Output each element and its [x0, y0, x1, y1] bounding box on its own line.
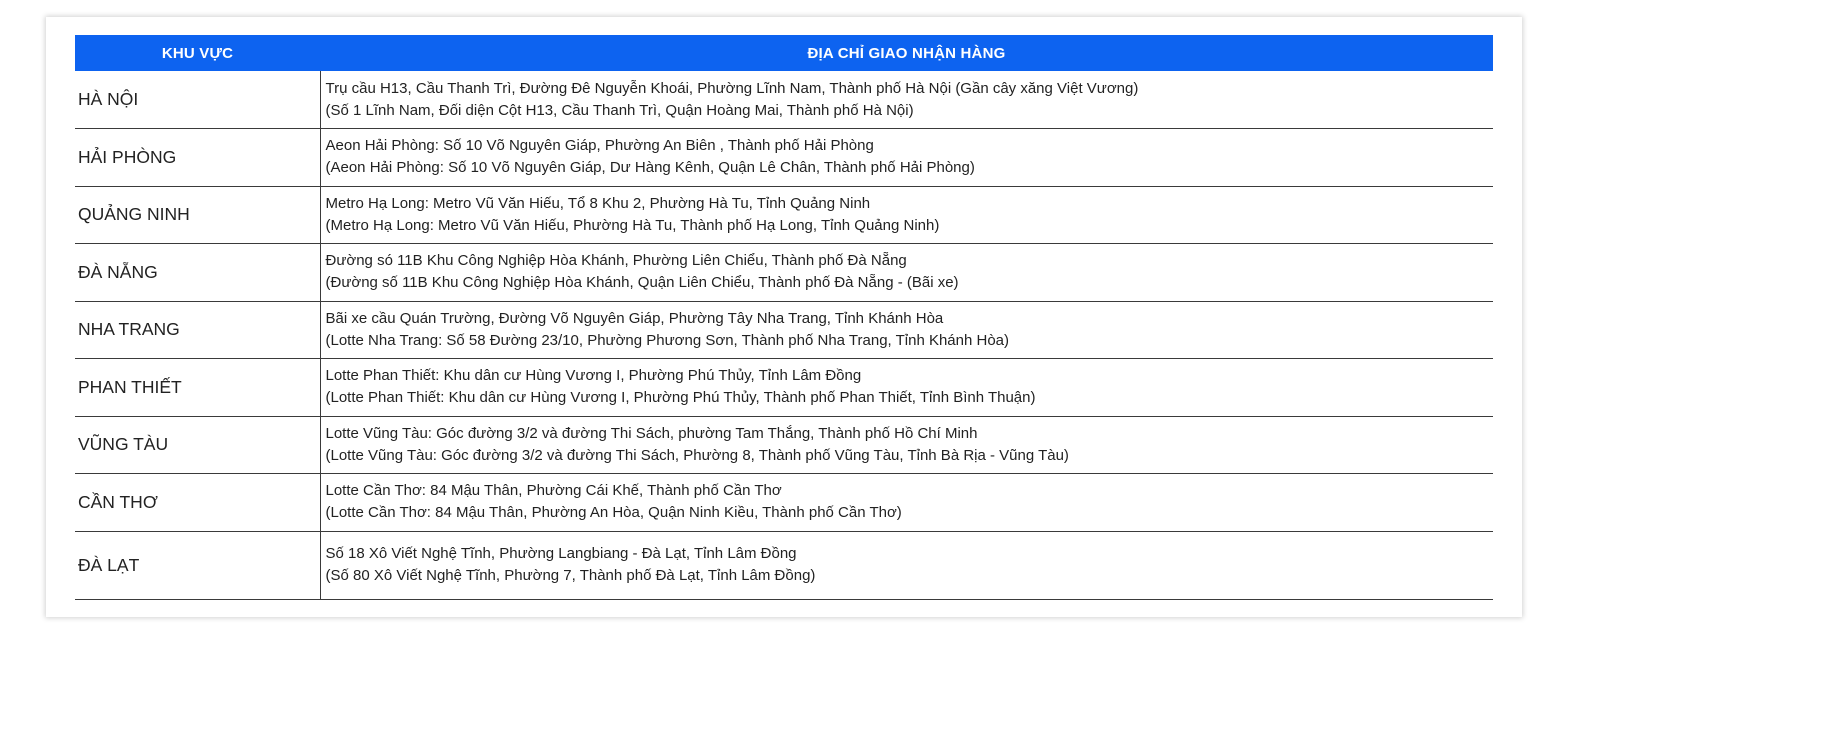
address-cell: [320, 531, 1493, 599]
address-line-current: Lotte Vũng Tàu: Góc đường 3/2 và đường Thi Sách, phường Tam Thắng, Thành phố Hồ Chí Minh: [325, 424, 978, 442]
address-line-old: (Đường số 11B Khu Công Nghiệp Hòa Khánh, Quận Liên Chiểu, Thành phố Đà Nẵng - (Bãi xe): [325, 274, 959, 292]
address-line-old: (Lotte Cần Thơ: 84 Mậu Thân, Phường An Hòa, Quận Ninh Kiều, Thành phố Cần Thơ): [325, 504, 902, 522]
region-cell: NHA TRANG: [75, 301, 320, 359]
table-header: [75, 35, 1493, 71]
address-line-current: Lotte Phan Thiết: Khu dân cư Hùng Vương I, Phường Phú Thủy, Tỉnh Lâm Đồng: [325, 367, 862, 385]
table-row: [75, 186, 1493, 244]
table-row: [75, 359, 1493, 417]
address-line-current: Trụ cầu H13, Cầu Thanh Trì, Đường Đê Nguyễn Khoái, Phường Lĩnh Nam, Thành phố Hà Nội (Gần cây xăng Việt Vương): [325, 79, 1139, 97]
region-cell: QUẢNG NINH: [75, 186, 320, 244]
address-cell: [320, 129, 1493, 187]
region-cell: CẦN THƠ: [75, 474, 320, 532]
delivery-address-table: [75, 35, 1493, 600]
address-line-old: (Lotte Nha Trang: Số 58 Đường 23/10, Phường Phương Sơn, Thành phố Nha Trang, Tỉnh Khánh Hòa): [325, 331, 1010, 349]
region-cell: PHAN THIẾT: [75, 359, 320, 417]
table-body: [75, 71, 1493, 599]
table-row: [75, 531, 1493, 599]
address-line-old: (Lotte Vũng Tàu: Góc đường 3/2 và đường Thi Sách, Phường 8, Thành phố Vũng Tàu, Tỉnh Bà Rịa - Vũng Tàu): [325, 446, 1069, 464]
table-row: [75, 71, 1493, 129]
address-card: [46, 17, 1522, 617]
address-line-old: (Số 80 Xô Viết Nghệ Tĩnh, Phường 7, Thành phố Đà Lạt, Tỉnh Lâm Đồng): [325, 567, 816, 584]
address-line-current: Metro Hạ Long: Metro Vũ Văn Hiếu, Tổ 8 Khu 2, Phường Hà Tu, Tỉnh Quảng Ninh: [325, 194, 871, 212]
address-line-old: (Lotte Phan Thiết: Khu dân cư Hùng Vương I, Phường Phú Thủy, Thành phố Phan Thiết, Tỉnh Bình Thuận): [325, 389, 1036, 407]
table-row: [75, 129, 1493, 187]
address-line-current: Bãi xe cầu Quán Trường, Đường Võ Nguyên Giáp, Phường Tây Nha Trang, Tỉnh Khánh Hòa: [325, 309, 944, 327]
table-row: [75, 301, 1493, 359]
table-row: [75, 474, 1493, 532]
region-cell: ĐÀ LẠT: [75, 531, 320, 599]
address-column-header: ĐỊA CHỈ GIAO NHẬN HÀNG: [320, 35, 1493, 71]
address-cell: [320, 186, 1493, 244]
address-line-current: Số 18 Xô Viết Nghệ Tĩnh, Phường Langbiang - Đà Lạt, Tỉnh Lâm Đồng: [325, 545, 797, 562]
region-cell: HÀ NỘI: [75, 71, 320, 129]
address-line-current: Lotte Cần Thơ: 84 Mậu Thân, Phường Cái Khế, Thành phố Cần Thơ: [325, 482, 782, 500]
table-row: [75, 244, 1493, 302]
address-line-current: Đường só 11B Khu Công Nghiệp Hòa Khánh, Phường Liên Chiểu, Thành phố Đà Nẵng: [325, 252, 907, 270]
address-cell: [320, 416, 1493, 474]
address-line-old: (Metro Hạ Long: Metro Vũ Văn Hiếu, Phường Hà Tu, Thành phố Hạ Long, Tỉnh Quảng Ninh): [325, 216, 940, 234]
address-cell: [320, 474, 1493, 532]
address-line-old: (Aeon Hải Phòng: Số 10 Võ Nguyên Giáp, Dư Hàng Kênh, Quận Lê Chân, Thành phố Hải Phòng): [325, 159, 975, 177]
header-row: [75, 35, 1493, 71]
region-cell: ĐÀ NẴNG: [75, 244, 320, 302]
address-cell: [320, 244, 1493, 302]
address-cell: [320, 301, 1493, 359]
table-row: [75, 416, 1493, 474]
region-cell: VŨNG TÀU: [75, 416, 320, 474]
region-column-header: KHU VỰC: [75, 35, 320, 71]
address-cell: [320, 359, 1493, 417]
address-line-current: Aeon Hải Phòng: Số 10 Võ Nguyên Giáp, Phường An Biên , Thành phố Hải Phòng: [325, 137, 874, 155]
address-line-old: (Số 1 Lĩnh Nam, Đối diện Cột H13, Cầu Thanh Trì, Quận Hoàng Mai, Thành phố Hà Nội): [325, 101, 914, 119]
address-cell: [320, 71, 1493, 129]
region-cell: HẢI PHÒNG: [75, 129, 320, 187]
